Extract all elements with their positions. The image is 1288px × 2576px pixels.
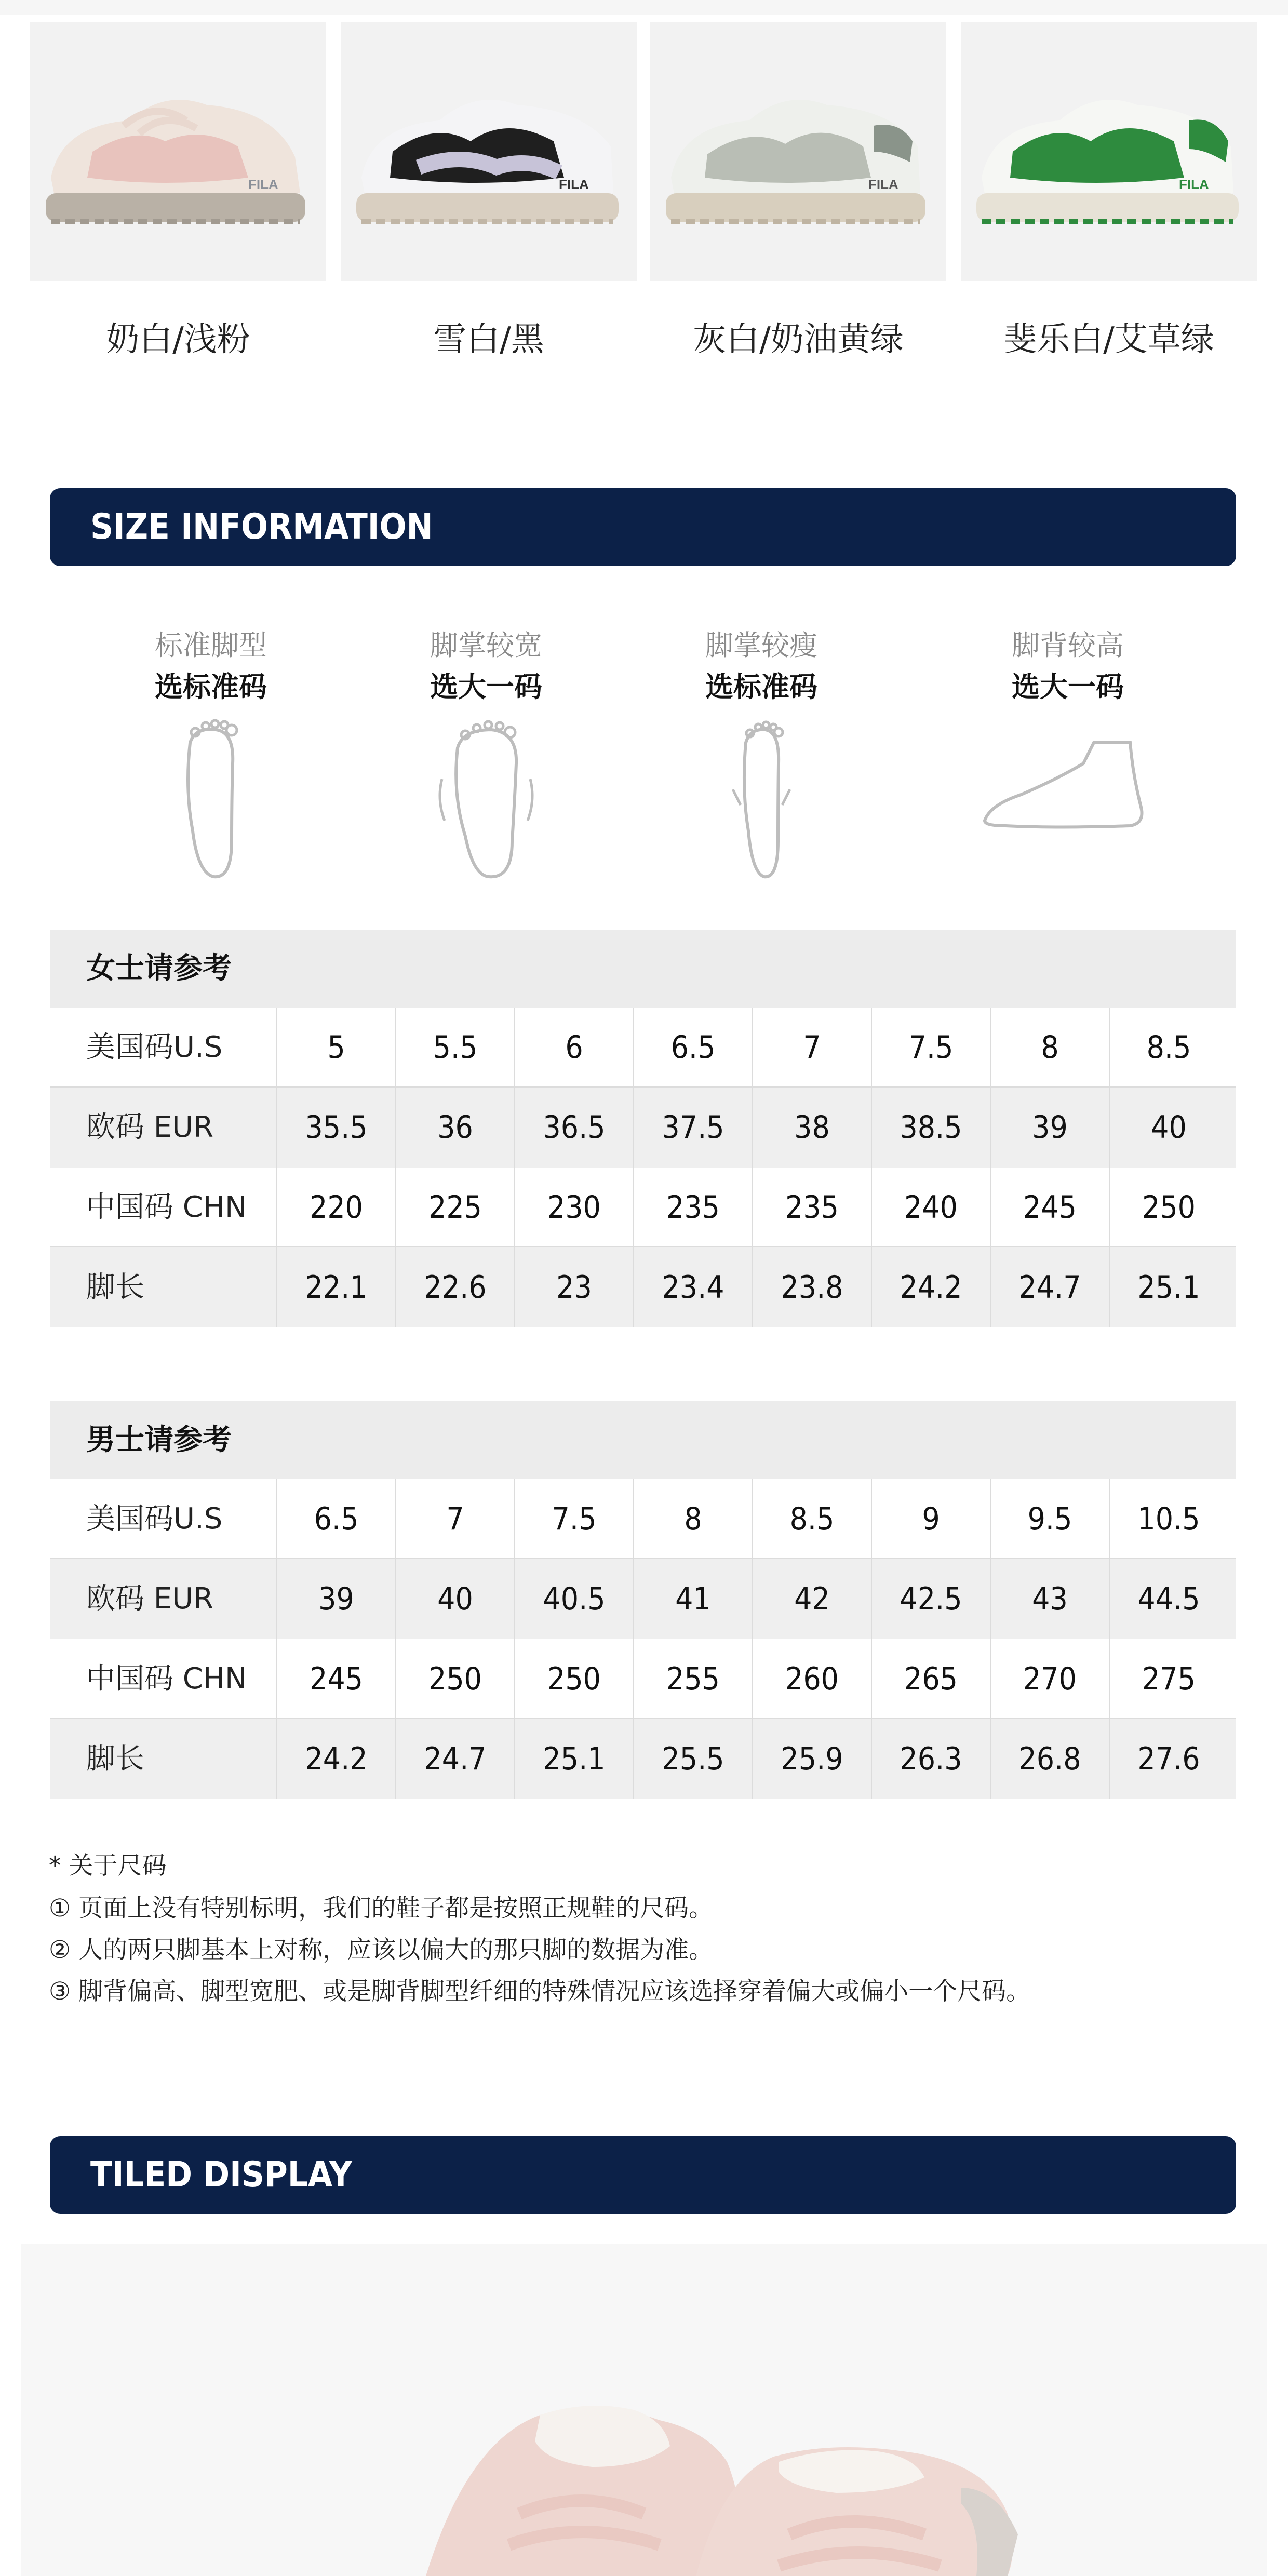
section-title: TILED DISPLAY: [90, 2154, 352, 2195]
table-cell: 26.3: [871, 1719, 990, 1799]
table-cell: 265: [871, 1639, 990, 1719]
table-cell: 235: [752, 1168, 871, 1247]
table-cell: 7.5: [514, 1479, 633, 1559]
note-item: ① 页面上没有特别标明，我们的鞋子都是按照正规鞋的尺码。: [49, 1894, 714, 1923]
table-row: [50, 1479, 1236, 1559]
table-cell: 22.1: [276, 1247, 395, 1327]
colorway-item[interactable]: [650, 22, 946, 385]
notes-title: * 关于尺码: [49, 1852, 167, 1880]
table-cell: 10.5: [1109, 1479, 1228, 1559]
wide-foot-icon: [429, 712, 543, 883]
colorway-label: 雪白/黑: [433, 320, 544, 359]
women-size-table: [50, 930, 1236, 1335]
foot-type-item: [112, 613, 310, 904]
table-cell: 250: [1109, 1168, 1228, 1247]
table-cell: 25.9: [752, 1719, 871, 1799]
foot-type-guide: [50, 613, 1236, 904]
table-cell: 38.5: [871, 1088, 990, 1168]
row-label: 脚长: [86, 1270, 144, 1304]
table-heading: [50, 930, 1236, 1008]
table-cell: 40: [395, 1559, 514, 1639]
note-item: ③ 脚背偏高、脚型宽肥、或是脚背脚型纤细的特殊情况应该选择穿着偏大或偏小一个尺码。: [49, 1977, 1031, 2006]
table-cell: 36: [395, 1088, 514, 1168]
table-cell: 22.6: [395, 1247, 514, 1327]
table-cell: 36.5: [514, 1088, 633, 1168]
table-cell: 35.5: [276, 1088, 395, 1168]
fila-logo: FILA: [248, 177, 278, 192]
table-cell: 42: [752, 1559, 871, 1639]
foot-type-item: [387, 613, 585, 904]
table-cell: 9: [871, 1479, 990, 1559]
shoe-cream-pink-image: [30, 22, 326, 281]
colorway-item[interactable]: [30, 22, 326, 385]
table-cell: 8: [990, 1008, 1109, 1088]
table-cell: 245: [990, 1168, 1109, 1247]
table-row: [50, 1088, 1236, 1168]
table-cell: 7.5: [871, 1008, 990, 1088]
table-cell: 255: [633, 1639, 752, 1719]
foot-type-recommendation: 选大一码: [1012, 670, 1124, 703]
table-cell: 37.5: [633, 1088, 752, 1168]
size-information-header: [50, 488, 1236, 566]
table-row: [50, 1559, 1236, 1639]
table-cell: 25.1: [514, 1719, 633, 1799]
colorway-label: 灰白/奶油黄绿: [693, 320, 904, 359]
row-label: 脚长: [86, 1742, 144, 1776]
tiled-display-header: [50, 2136, 1236, 2214]
table-cell: 5: [276, 1008, 395, 1088]
table-cell: 25.5: [633, 1719, 752, 1799]
colorway-label: 奶白/浅粉: [106, 320, 250, 359]
table-heading-text: 女士请参考: [86, 951, 232, 985]
table-cell: 235: [633, 1168, 752, 1247]
colorway-item[interactable]: [341, 22, 637, 385]
table-cell: 8.5: [1109, 1008, 1228, 1088]
section-title: SIZE INFORMATION: [90, 506, 433, 547]
table-cell: 25.1: [1109, 1247, 1228, 1327]
men-size-table: [50, 1401, 1236, 1806]
table-cell: 250: [514, 1639, 633, 1719]
table-cell: 23.8: [752, 1247, 871, 1327]
high-instep-foot-icon: [974, 732, 1161, 852]
table-cell: 245: [276, 1639, 395, 1719]
row-label: 中国码 CHN: [86, 1190, 247, 1224]
row-label: 中国码 CHN: [86, 1662, 247, 1696]
foot-type-item: [969, 613, 1166, 904]
table-cell: 250: [395, 1639, 514, 1719]
table-cell: 240: [871, 1168, 990, 1247]
table-cell: 270: [990, 1639, 1109, 1719]
foot-type-caption: 标准脚型: [155, 629, 267, 662]
table-row: [50, 1008, 1236, 1088]
table-cell: 38: [752, 1088, 871, 1168]
table-cell: 9.5: [990, 1479, 1109, 1559]
foot-type-recommendation: 选大一码: [430, 670, 542, 703]
table-row: [50, 1719, 1236, 1799]
table-cell: 39: [990, 1088, 1109, 1168]
table-cell: 40: [1109, 1088, 1228, 1168]
table-cell: 24.7: [395, 1719, 514, 1799]
table-cell: 23.4: [633, 1247, 752, 1327]
table-heading: [50, 1401, 1236, 1479]
table-heading-text: 男士请参考: [86, 1423, 232, 1457]
table-row: [50, 1168, 1236, 1247]
table-cell: 26.8: [990, 1719, 1109, 1799]
fila-logo: FILA: [868, 177, 898, 192]
shoe-white-green-image: [961, 22, 1257, 281]
row-label: 美国码U.S: [86, 1502, 223, 1536]
table-cell: 23: [514, 1247, 633, 1327]
table-cell: 220: [276, 1168, 395, 1247]
table-cell: 24.7: [990, 1247, 1109, 1327]
shoe-white-black-image: [341, 22, 637, 281]
shoe-grey-cream-green-image: [650, 22, 946, 281]
table-cell: 8: [633, 1479, 752, 1559]
table-cell: 5.5: [395, 1008, 514, 1088]
fila-logo: FILA: [559, 177, 589, 192]
table-cell: 7: [752, 1008, 871, 1088]
top-strip: [0, 0, 1288, 15]
foot-type-caption: 脚背较高: [1012, 629, 1124, 662]
table-cell: 7: [395, 1479, 514, 1559]
foot-type-item: [663, 613, 860, 904]
table-cell: 24.2: [871, 1247, 990, 1327]
table-row: [50, 1639, 1236, 1719]
colorway-label: 斐乐白/艾草绿: [1003, 320, 1214, 359]
table-cell: 230: [514, 1168, 633, 1247]
narrow-foot-icon: [704, 712, 819, 883]
table-cell: 41: [633, 1559, 752, 1639]
foot-type-caption: 脚掌较瘦: [705, 629, 817, 662]
table-cell: 27.6: [1109, 1719, 1228, 1799]
table-cell: 225: [395, 1168, 514, 1247]
note-item: ② 人的两只脚基本上对称，应该以偏大的那只脚的数据为准。: [49, 1936, 714, 1964]
table-cell: 8.5: [752, 1479, 871, 1559]
foot-type-recommendation: 选标准码: [705, 670, 817, 703]
table-cell: 44.5: [1109, 1559, 1228, 1639]
colorway-gallery: [30, 22, 1258, 385]
foot-type-caption: 脚掌较宽: [430, 629, 542, 662]
tiled-display-photo: [21, 2244, 1267, 2576]
table-cell: 275: [1109, 1639, 1228, 1719]
table-cell: 42.5: [871, 1559, 990, 1639]
foot-type-recommendation: 选标准码: [155, 670, 267, 703]
table-cell: 39: [276, 1559, 395, 1639]
row-label: 欧码 EUR: [86, 1110, 214, 1144]
table-cell: 6.5: [276, 1479, 395, 1559]
table-cell: 6: [514, 1008, 633, 1088]
table-cell: 260: [752, 1639, 871, 1719]
row-label: 欧码 EUR: [86, 1582, 214, 1616]
fila-logo: FILA: [1179, 177, 1209, 192]
row-label: 美国码U.S: [86, 1030, 223, 1064]
standard-foot-icon: [154, 712, 268, 883]
table-cell: 40.5: [514, 1559, 633, 1639]
table-cell: 24.2: [276, 1719, 395, 1799]
colorway-item[interactable]: [961, 22, 1257, 385]
table-row: [50, 1247, 1236, 1327]
table-cell: 6.5: [633, 1008, 752, 1088]
table-cell: 43: [990, 1559, 1109, 1639]
